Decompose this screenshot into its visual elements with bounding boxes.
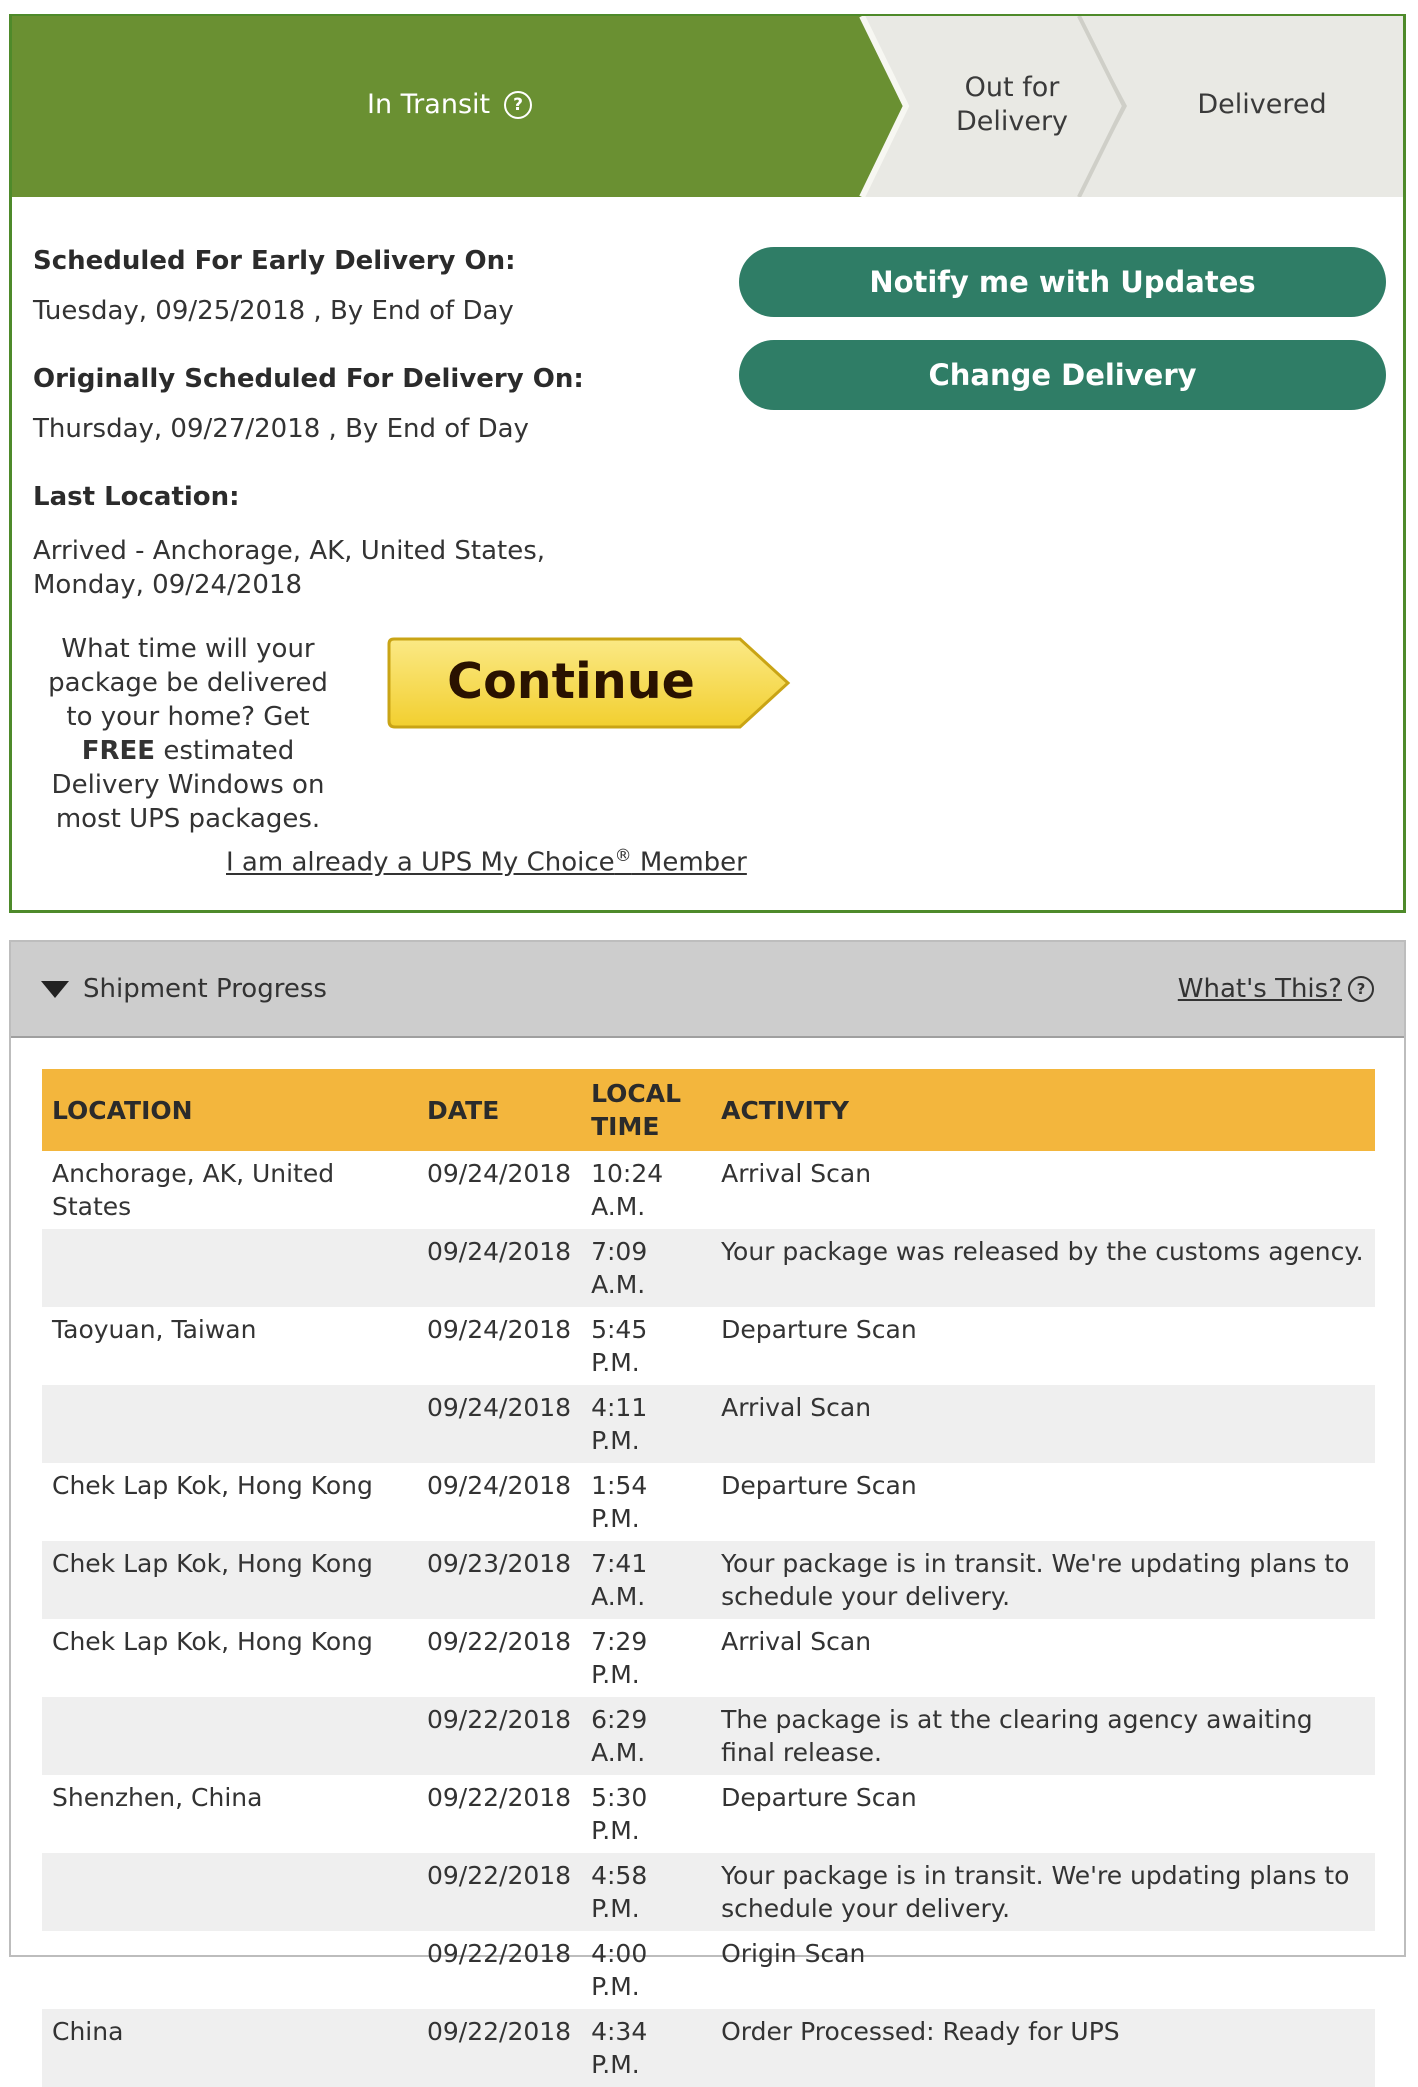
shipment-activity-table — [42, 1069, 1375, 2087]
notify-updates-button[interactable]: Notify me with Updates — [739, 247, 1386, 317]
table-row — [42, 1697, 1375, 1775]
cell-location — [42, 1697, 417, 1775]
table-row — [42, 1463, 1375, 1541]
early-delivery-value: Tuesday, 09/25/2018 , By End of Day — [33, 296, 514, 326]
step-in-transit-label: In Transit — [367, 89, 491, 120]
cell-local-time: 4:00 P.M. — [591, 1939, 648, 2001]
column-header-activity: ACTIVITY — [711, 1069, 1375, 1151]
step-out-for-delivery: Out for Delivery — [955, 72, 1069, 137]
last-location-line2: Monday, 09/24/2018 — [33, 570, 303, 600]
cell-local-time: 4:11 P.M. — [581, 1385, 711, 1463]
cell-location: China — [42, 2009, 417, 2087]
table-row — [42, 1931, 1375, 2009]
cell-location — [42, 1853, 417, 1931]
progress-tracker — [12, 16, 1403, 197]
cell-date: 09/22/2018 — [427, 1627, 572, 1656]
cell-activity: Your package was released by the customs agency. — [711, 1229, 1375, 1307]
continue-label: Continue — [447, 652, 695, 710]
step-in-transit — [367, 88, 532, 122]
table-row — [42, 1385, 1375, 1463]
cell-local-time: 5:45 P.M. — [591, 1315, 648, 1377]
table-row — [42, 1229, 1375, 1307]
cell-date: 09/24/2018 — [417, 1385, 581, 1463]
cell-activity: Your package is in transit. We're updating plans to schedule your delivery. — [711, 1541, 1375, 1619]
original-delivery-value: Thursday, 09/27/2018 , By End of Day — [33, 414, 529, 444]
shipment-progress-toggle[interactable] — [41, 974, 327, 1004]
cell-date: 09/24/2018 — [427, 1471, 572, 1500]
cell-date: 09/24/2018 — [427, 1315, 572, 1344]
cell-local-time: 5:30 P.M. — [591, 1783, 648, 1845]
table-row — [42, 1151, 1375, 1229]
shipment-progress-panel — [9, 940, 1406, 2079]
shipment-progress-title: Shipment Progress — [83, 974, 327, 1004]
cell-activity: Arrival Scan — [711, 1385, 1375, 1463]
cell-location: Chek Lap Kok, Hong Kong — [52, 1627, 373, 1656]
last-location-label: Last Location: — [33, 482, 240, 512]
cell-activity: Arrival Scan — [721, 1159, 872, 1188]
table-row — [42, 2009, 1375, 2087]
cell-activity: Departure Scan — [721, 1315, 917, 1344]
cell-activity: The package is at the clearing agency awaiting final release. — [711, 1697, 1375, 1775]
cell-activity: Order Processed: Ready for UPS — [711, 2009, 1375, 2087]
cell-date: 09/22/2018 — [417, 1853, 581, 1931]
table-row — [42, 1541, 1375, 1619]
cell-activity: Departure Scan — [721, 1783, 917, 1812]
cell-location: Taoyuan, Taiwan — [52, 1315, 257, 1344]
my-choice-promo-text: What time will your package be delivered to your home? Get FREE estimated Delivery Windows on most UPS packages. — [48, 634, 328, 834]
cell-location — [42, 1385, 417, 1463]
early-delivery-label: Scheduled For Early Delivery On: — [33, 246, 516, 276]
cell-local-time: 4:58 P.M. — [581, 1853, 711, 1931]
caret-down-icon — [41, 981, 69, 998]
cell-local-time: 6:29 A.M. — [581, 1697, 711, 1775]
cell-local-time: 4:34 P.M. — [581, 2009, 711, 2087]
change-delivery-button[interactable]: Change Delivery — [739, 340, 1386, 410]
shipment-progress-header — [11, 942, 1404, 1038]
cell-location — [42, 1229, 417, 1307]
table-row — [42, 1775, 1375, 1853]
original-delivery-label: Originally Scheduled For Delivery On: — [33, 364, 584, 394]
table-header-row — [42, 1069, 1375, 1151]
cell-location — [42, 1931, 417, 2009]
my-choice-member-link[interactable]: I am already a UPS My Choice® Member — [226, 846, 747, 878]
cell-date: 09/22/2018 — [417, 2009, 581, 2087]
cell-date: 09/22/2018 — [417, 1697, 581, 1775]
last-location-line1: Arrived - Anchorage, AK, United States, — [33, 536, 546, 566]
whats-this-link[interactable]: What's This? ? — [1178, 974, 1374, 1004]
help-icon: ? — [1348, 976, 1374, 1002]
cell-location: Chek Lap Kok, Hong Kong — [52, 1471, 373, 1500]
cell-date: 09/24/2018 — [417, 1229, 581, 1307]
cell-activity: Origin Scan — [721, 1939, 866, 1968]
column-header-location: LOCATION — [42, 1069, 417, 1151]
cell-local-time: 7:41 A.M. — [581, 1541, 711, 1619]
column-header-date: DATE — [417, 1069, 581, 1151]
cell-date: 09/23/2018 — [417, 1541, 581, 1619]
step-delivered: Delivered — [1197, 89, 1327, 120]
cell-location: Chek Lap Kok, Hong Kong — [42, 1541, 417, 1619]
cell-date: 09/22/2018 — [427, 1783, 572, 1812]
table-row — [42, 1619, 1375, 1697]
cell-location: Anchorage, AK, United States — [52, 1159, 335, 1221]
continue-button[interactable] — [386, 631, 796, 736]
cell-local-time: 7:09 A.M. — [581, 1229, 711, 1307]
column-header-local-time: LOCAL TIME — [581, 1069, 711, 1151]
cell-local-time: 1:54 P.M. — [591, 1471, 648, 1533]
cell-local-time: 7:29 P.M. — [591, 1627, 648, 1689]
help-icon[interactable]: ? — [504, 91, 532, 119]
cell-activity: Departure Scan — [721, 1471, 917, 1500]
delivery-status-panel — [9, 14, 1406, 913]
cell-location: Shenzhen, China — [52, 1783, 263, 1812]
table-row — [42, 1307, 1375, 1385]
cell-date: 09/24/2018 — [427, 1159, 572, 1188]
cell-activity: Arrival Scan — [721, 1627, 872, 1656]
cell-local-time: 10:24 A.M. — [591, 1159, 664, 1221]
cell-activity: Your package is in transit. We're updating plans to schedule your delivery. — [711, 1853, 1375, 1931]
cell-date: 09/22/2018 — [427, 1939, 572, 1968]
table-row — [42, 1853, 1375, 1931]
